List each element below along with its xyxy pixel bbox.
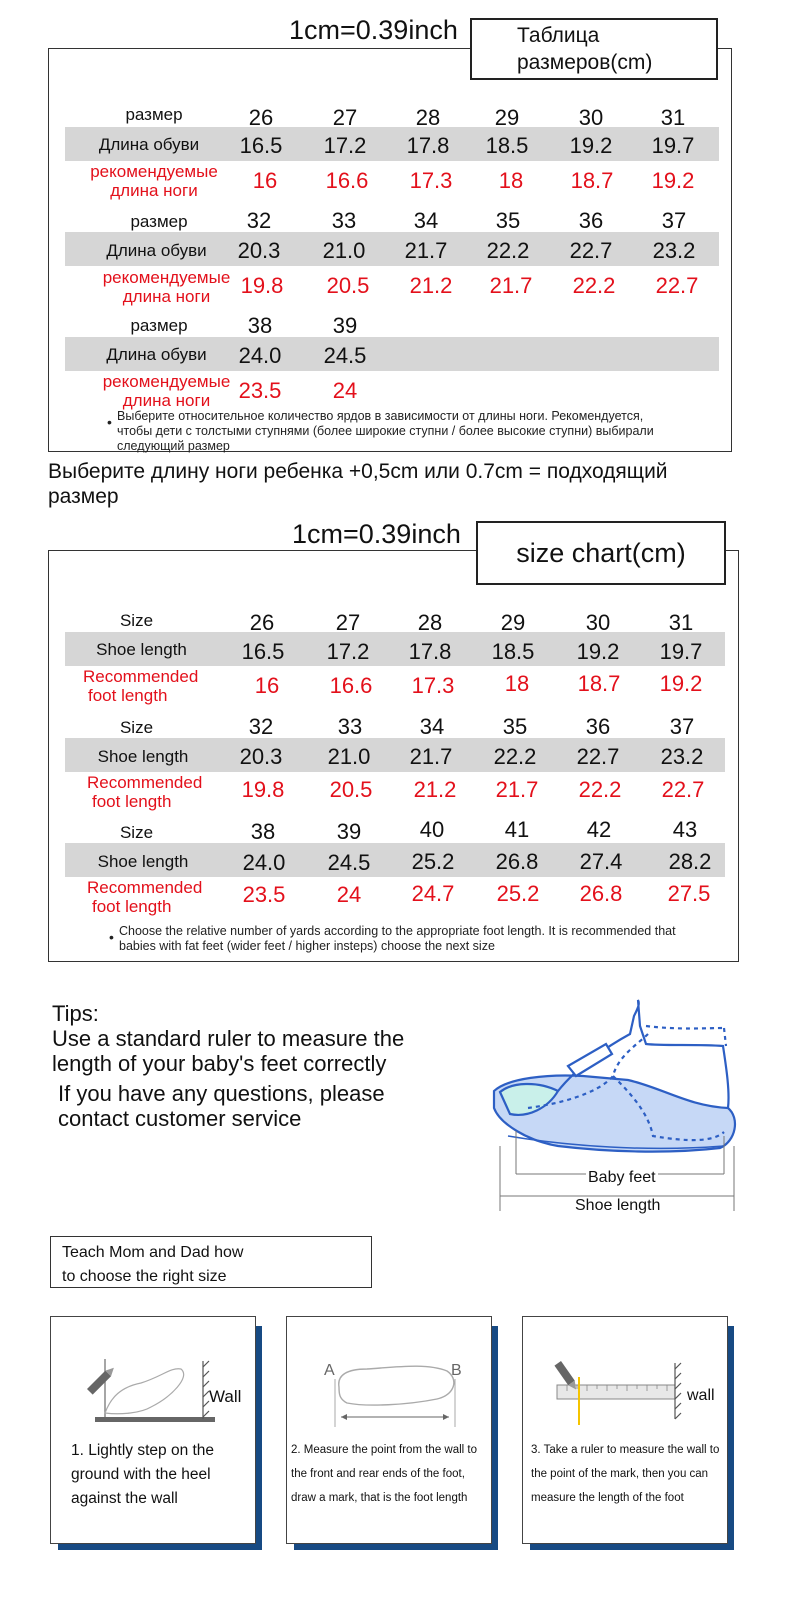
en-foot-cell: 23.5	[242, 882, 286, 907]
ru-shoe-cell: 22.7	[569, 238, 613, 263]
en-size-chart	[48, 550, 739, 962]
en-foot-cell: 24.7	[411, 881, 455, 906]
en-size-cell: 31	[668, 610, 694, 635]
ru-size-cell: 29	[494, 105, 520, 130]
ru-shoe-cell: 24.0	[238, 343, 282, 368]
ru-size-cell: 37	[661, 208, 687, 233]
ru-shoe-label: Длина обуви	[106, 241, 207, 260]
ru-rec-label: рекомендуемые длина ноги	[90, 162, 218, 200]
en-shoe-cell: 24.5	[327, 850, 371, 875]
en-size-cell: 37	[669, 714, 695, 739]
ru-size-chart	[48, 48, 732, 452]
ru-size-cell: 30	[578, 105, 604, 130]
en-size-label: Size	[119, 823, 154, 842]
step3-card	[522, 1316, 728, 1544]
en-shoe-cell: 16.5	[241, 639, 285, 664]
teach-box: Teach Mom and Dad how to choose the right size	[50, 1236, 372, 1288]
en-shoe-label: Shoe length	[96, 640, 187, 659]
shoe-illustration	[494, 1000, 735, 1152]
ru-foot-cell: 19.8	[240, 273, 284, 298]
ru-size-cell: 26	[248, 105, 274, 130]
ru-shoe-cell: 24.5	[323, 343, 367, 368]
ru-size-cell: 28	[415, 105, 441, 130]
ru-shoe-cell: 16.5	[239, 133, 283, 158]
shoe-length-label: Shoe length	[575, 1197, 661, 1214]
pencil-icon	[87, 1365, 117, 1395]
tips-block: Tips: Use a standard ruler to measure the length of your baby's feet correctly If you have any questions, please contact customer service	[52, 1001, 405, 1131]
en-shoe-cell: 22.7	[576, 744, 620, 769]
ru-foot-cell: 18	[498, 168, 524, 193]
ru-size-label: размер	[130, 212, 188, 231]
en-size-cell: 41	[504, 817, 530, 842]
ru-shoe-label: Длина обуви	[98, 135, 200, 154]
step2-label-b: B	[451, 1362, 462, 1379]
en-size-cell: 36	[585, 714, 611, 739]
en-foot-cell: 16	[254, 673, 280, 698]
step1-wall-label: Wall	[209, 1387, 242, 1406]
en-size-cell: 35	[502, 714, 528, 739]
en-rec-label: Recommended foot length	[83, 667, 199, 705]
ru-size-cell: 27	[332, 105, 358, 130]
en-size-cell: 29	[500, 610, 526, 635]
en-shoe-cell: 17.8	[408, 639, 452, 664]
ru-size-label: размер	[125, 105, 183, 124]
en-foot-cell: 25.2	[496, 881, 540, 906]
ru-shoe-cell: 21.0	[322, 238, 366, 263]
en-size-cell: 33	[337, 714, 363, 739]
ru-size-cell: 38	[247, 313, 273, 338]
ru-size-cell: 33	[331, 208, 357, 233]
en-foot-cell: 27.5	[667, 881, 711, 906]
en-shoe-cell: 22.2	[493, 744, 537, 769]
ru-foot-cell: 21.7	[489, 273, 533, 298]
baby-feet-label: Baby feet	[588, 1169, 656, 1186]
en-shoe-cell: 24.0	[242, 850, 286, 875]
ru-shoe-cell: 19.7	[651, 133, 695, 158]
en-foot-cell: 21.7	[495, 777, 539, 802]
en-size-cell: 26	[249, 610, 275, 635]
en-foot-cell: 19.8	[241, 777, 285, 802]
step3-text: 3. Take a ruler to measure the wall to the point of the mark, then you can measure the length of the foot	[531, 1444, 720, 1504]
step2-text: 2. Measure the point from the wall to the front and rear ends of the foot, draw a mark, that is the foot length	[291, 1444, 478, 1504]
en-size-cell: 39	[336, 819, 362, 844]
en-foot-cell: 19.2	[659, 671, 703, 696]
ru-size-label: размер	[130, 316, 188, 335]
ru-size-cell: 39	[332, 313, 358, 338]
ru-foot-cell: 16.6	[325, 168, 369, 193]
ru-size-cell: 34	[413, 208, 439, 233]
en-size-cell: 34	[419, 714, 445, 739]
en-shoe-cell: 26.8	[495, 849, 539, 874]
step1-text: 1. Lightly step on the ground with the heel against the wall	[71, 1442, 215, 1507]
ru-foot-cell: 24	[332, 378, 358, 403]
ru-rec-label: рекомендуемые длина ноги	[102, 372, 231, 410]
ru-shoe-cell: 23.2	[652, 238, 696, 263]
en-size-cell: 38	[250, 819, 276, 844]
ru-shoe-label: Длина обуви	[106, 345, 207, 364]
en-shoe-cell: 21.7	[409, 744, 453, 769]
en-scale-note: 1cm=0.39inch	[288, 519, 465, 550]
en-foot-cell: 22.7	[661, 777, 705, 802]
ru-shoe-cell: 17.2	[323, 133, 367, 158]
ru-foot-cell: 18.7	[570, 168, 614, 193]
ru-foot-cell: 22.7	[655, 273, 699, 298]
en-foot-cell: 22.2	[578, 777, 622, 802]
en-foot-cell: 18	[504, 671, 530, 696]
en-shoe-cell: 19.2	[576, 639, 620, 664]
ru-chart-title: Таблица размеров(cm)	[470, 18, 718, 80]
ru-size-cell: 36	[578, 208, 604, 233]
en-size-label: Size	[119, 718, 154, 737]
ru-shoe-cell: 21.7	[404, 238, 448, 263]
ru-foot-cell: 20.5	[326, 273, 370, 298]
wall-hatch	[675, 1363, 681, 1419]
ru-shoe-cell: 22.2	[486, 238, 530, 263]
en-size-cell: 32	[248, 714, 274, 739]
step2-card	[286, 1316, 492, 1544]
en-size-cell: 40	[419, 817, 445, 842]
en-foot-cell: 16.6	[329, 673, 373, 698]
en-shoe-cell: 18.5	[491, 639, 535, 664]
en-shoe-cell: 28.2	[668, 849, 712, 874]
en-foot-cell: 21.2	[413, 777, 457, 802]
step1-card	[50, 1316, 256, 1544]
en-rec-label: Recommended foot length	[87, 878, 203, 916]
en-note: • Choose the relative number of yards according to the appropriate foot length. It is recommended that babies with fat feet (wider feet / higher insteps) choose the next size	[109, 924, 676, 953]
en-shoe-label: Shoe length	[97, 852, 189, 871]
en-foot-cell: 26.8	[579, 881, 623, 906]
ru-rec-label: рекомендуемые длина ноги	[102, 268, 231, 306]
ru-foot-cell: 22.2	[572, 273, 616, 298]
ru-size-cell: 35	[495, 208, 521, 233]
ru-scale-note: 1cm=0.39inch	[285, 15, 462, 46]
en-size-cell: 28	[417, 610, 443, 635]
ru-foot-cell: 23.5	[238, 378, 282, 403]
en-shoe-cell: 27.4	[579, 849, 623, 874]
en-size-cell: 42	[586, 817, 612, 842]
step1-illustration	[51, 1317, 255, 1427]
ru-foot-cell: 17.3	[409, 168, 453, 193]
ru-shoe-cell: 17.8	[406, 133, 450, 158]
step2-label-a: A	[324, 1362, 335, 1379]
ru-foot-cell: 21.2	[409, 273, 453, 298]
en-foot-cell: 17.3	[411, 673, 455, 698]
ru-note: • Выберите относительное количество ярдов в зависимости от длины ноги. Рекомендуется, чтобы дети с толстыми ступнями (более широкие ступни / более высокие ступни) выбирали следующий размер	[107, 409, 654, 453]
en-foot-cell: 24	[336, 882, 362, 907]
en-rec-label: Recommended foot length	[87, 773, 203, 811]
en-shoe-cell: 19.7	[659, 639, 703, 664]
en-shoe-label: Shoe length	[97, 747, 189, 766]
ru-shoe-cell: 18.5	[485, 133, 529, 158]
en-shoe-cell: 20.3	[239, 744, 283, 769]
en-shoe-cell: 23.2	[660, 744, 704, 769]
ru-shoe-cell: 20.3	[237, 238, 281, 263]
en-shoe-cell: 17.2	[326, 639, 370, 664]
en-size-cell: 27	[335, 610, 361, 635]
ru-shoe-cell: 19.2	[569, 133, 613, 158]
ru-foot-cell: 19.2	[651, 168, 695, 193]
step3-wall-label: wall	[687, 1387, 715, 1404]
ru-fit-tip: Выберите длину ноги ребенка +0,5cm или 0.7cm = подходящий размер	[48, 460, 668, 508]
en-shoe-cell: 21.0	[327, 744, 371, 769]
en-size-label: Size	[119, 611, 154, 630]
en-chart-title: size chart(cm)	[476, 521, 726, 585]
en-size-cell: 30	[585, 610, 611, 635]
en-size-cell: 43	[672, 817, 698, 842]
en-foot-cell: 18.7	[577, 671, 621, 696]
ru-size-cell: 32	[246, 208, 272, 233]
ru-foot-cell: 16	[252, 168, 278, 193]
ru-size-cell: 31	[660, 105, 686, 130]
en-foot-cell: 20.5	[329, 777, 373, 802]
step3-illustration	[523, 1317, 727, 1427]
en-shoe-cell: 25.2	[411, 849, 455, 874]
